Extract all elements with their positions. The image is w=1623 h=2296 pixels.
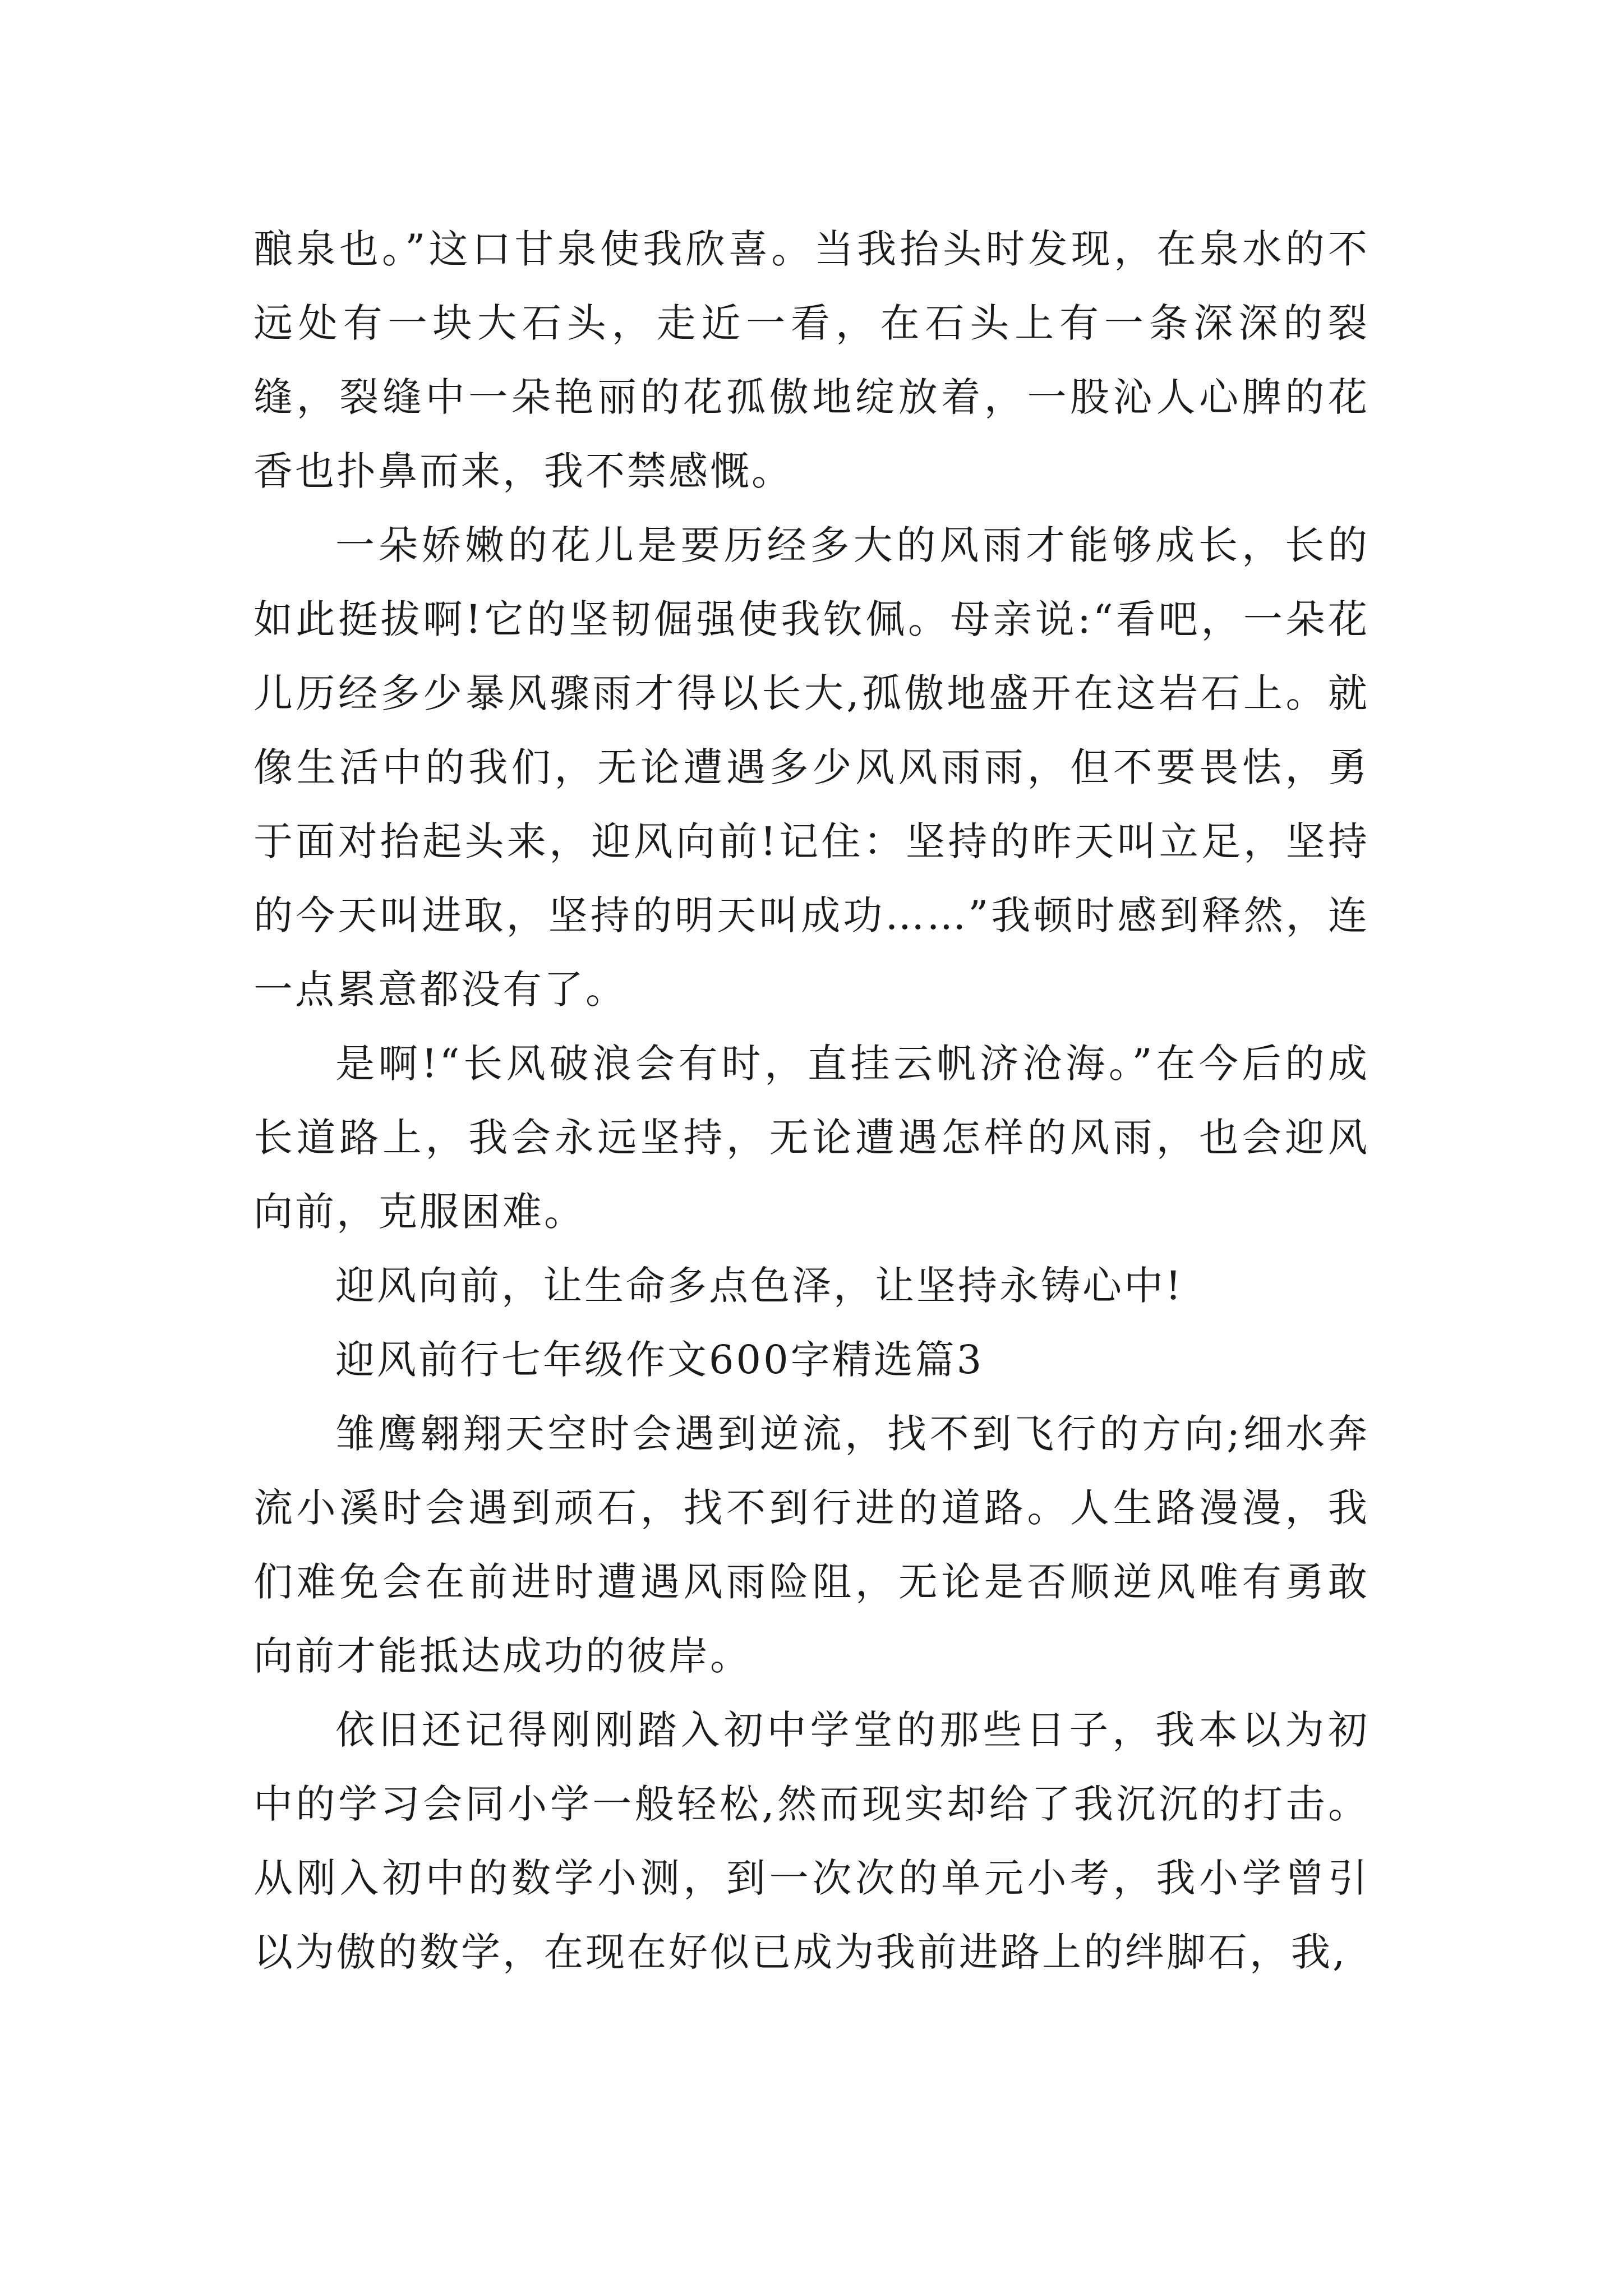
paragraph-middle-school: 依旧还记得刚刚踏入初中学堂的那些日子，我本以为初中的学习会同小学一般轻松,然而现实却给了我沉沉的打击。从刚入初中的数学小测，到一次次的单元小考，我小学曾引以为傲的数学，在现在好似已成为我前进路上的绊脚石，我, xyxy=(253,1707,1370,1975)
paragraph-flower-reflection: 一朵娇嫩的花儿是要历经多大的风雨才能够成长，长的如此挺拔啊!它的坚韧倔强使我钦佩。母亲说:“看吧，一朵花儿历经多少暴风骤雨才得以长大,孤傲地盛开在这岩石上。就像生活中的我们，无论遭遇多少风风雨雨，但不要畏怯，勇于面对抬起头来，迎风向前!记住：坚持的昨天叫立足，坚持的今天叫进取，坚持的明天叫成功……”我顿时感到释然，连一点累意都没有了。 xyxy=(253,522,1370,1013)
paragraph-closing-line: 迎风向前，让生命多点色泽，让坚持永铸心中! xyxy=(335,1263,1184,1309)
paragraph-eagle-intro: 雏鹰翱翔天空时会遇到逆流，找不到飞行的方向;细水奔流小溪时会遇到顽石，找不到行进的道路。人生路漫漫，我们难免会在前进时遭遇风雨险阻，无论是否顺逆风唯有勇敢向前才能抵达成功的彼岸。 xyxy=(253,1411,1370,1679)
section-heading: 迎风前行七年级作文600字精选篇3 xyxy=(335,1337,984,1383)
paragraph-resolution: 是啊!“长风破浪会有时，直挂云帆济沧海。”在今后的成长道路上，我会永远坚持，无论遭遇怎样的风雨，也会迎风向前，克服困难。 xyxy=(253,1041,1370,1235)
essay-body xyxy=(253,212,1370,1989)
paragraph-continuation: 酿泉也。”这口甘泉使我欣喜。当我抬头时发现，在泉水的不远处有一块大石头，走近一看，在石头上有一条深深的裂缝，裂缝中一朵艳丽的花孤傲地绽放着，一股沁人心脾的花香也扑鼻而来，我不禁感慨。 xyxy=(253,226,1370,494)
